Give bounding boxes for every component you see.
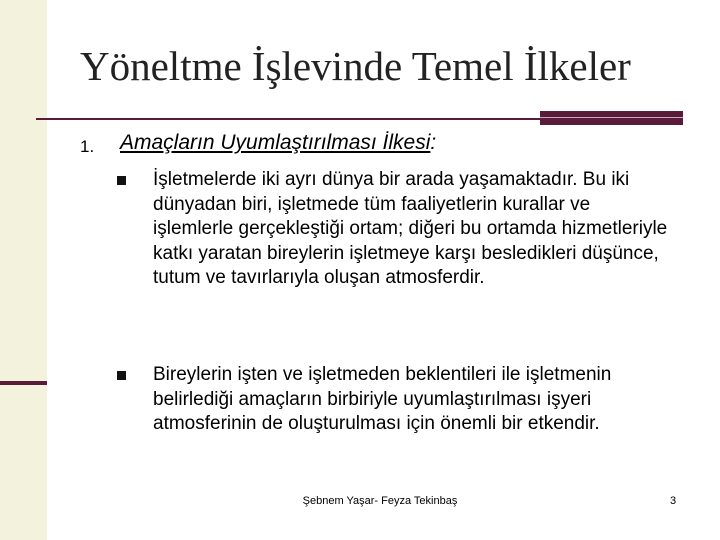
decorative-side-strip (0, 0, 47, 540)
title-divider-accent-bar (540, 111, 683, 125)
bullet-paragraph: Bireylerin işten ve işletmeden beklentileri ile işletmenin belirlediği amaçların birbiriyle uyumlaştırılması işyeri atmosferinin de oluşturulması için önemli bir etkendir. (153, 364, 612, 434)
slide-title: Yöneltme İşlevinde Temel İlkeler (80, 43, 631, 89)
title-divider-line (36, 118, 540, 120)
square-bullet-icon (117, 371, 126, 380)
heading-number: 1. (80, 137, 95, 156)
section-heading-suffix: : (430, 131, 437, 154)
bullet-paragraph: İşletmelerde iki ayrı dünya bir arada yaşamaktadır. Bu iki dünyadan biri, işletmede tüm faaliyetlerin kurallar ve işlemlerle gerçekleştiği ortam; diğeri bu ortamda hizmetleriyle katkı yaratan bireylerin işletmeye karşı besledikleri düşünce, tutum ve tavırlarıyla oluşan atmosferdir. (153, 169, 668, 288)
square-bullet-icon (117, 176, 126, 185)
footer-authors: Şebnem Yaşar- Feyza Tekinbaş (302, 495, 458, 507)
side-strip-accent-bar (0, 381, 47, 385)
page-number: 3 (670, 495, 677, 507)
section-heading (120, 131, 436, 155)
section-heading-text: Amaçların Uyumlaştırılması İlkesi (120, 131, 431, 154)
